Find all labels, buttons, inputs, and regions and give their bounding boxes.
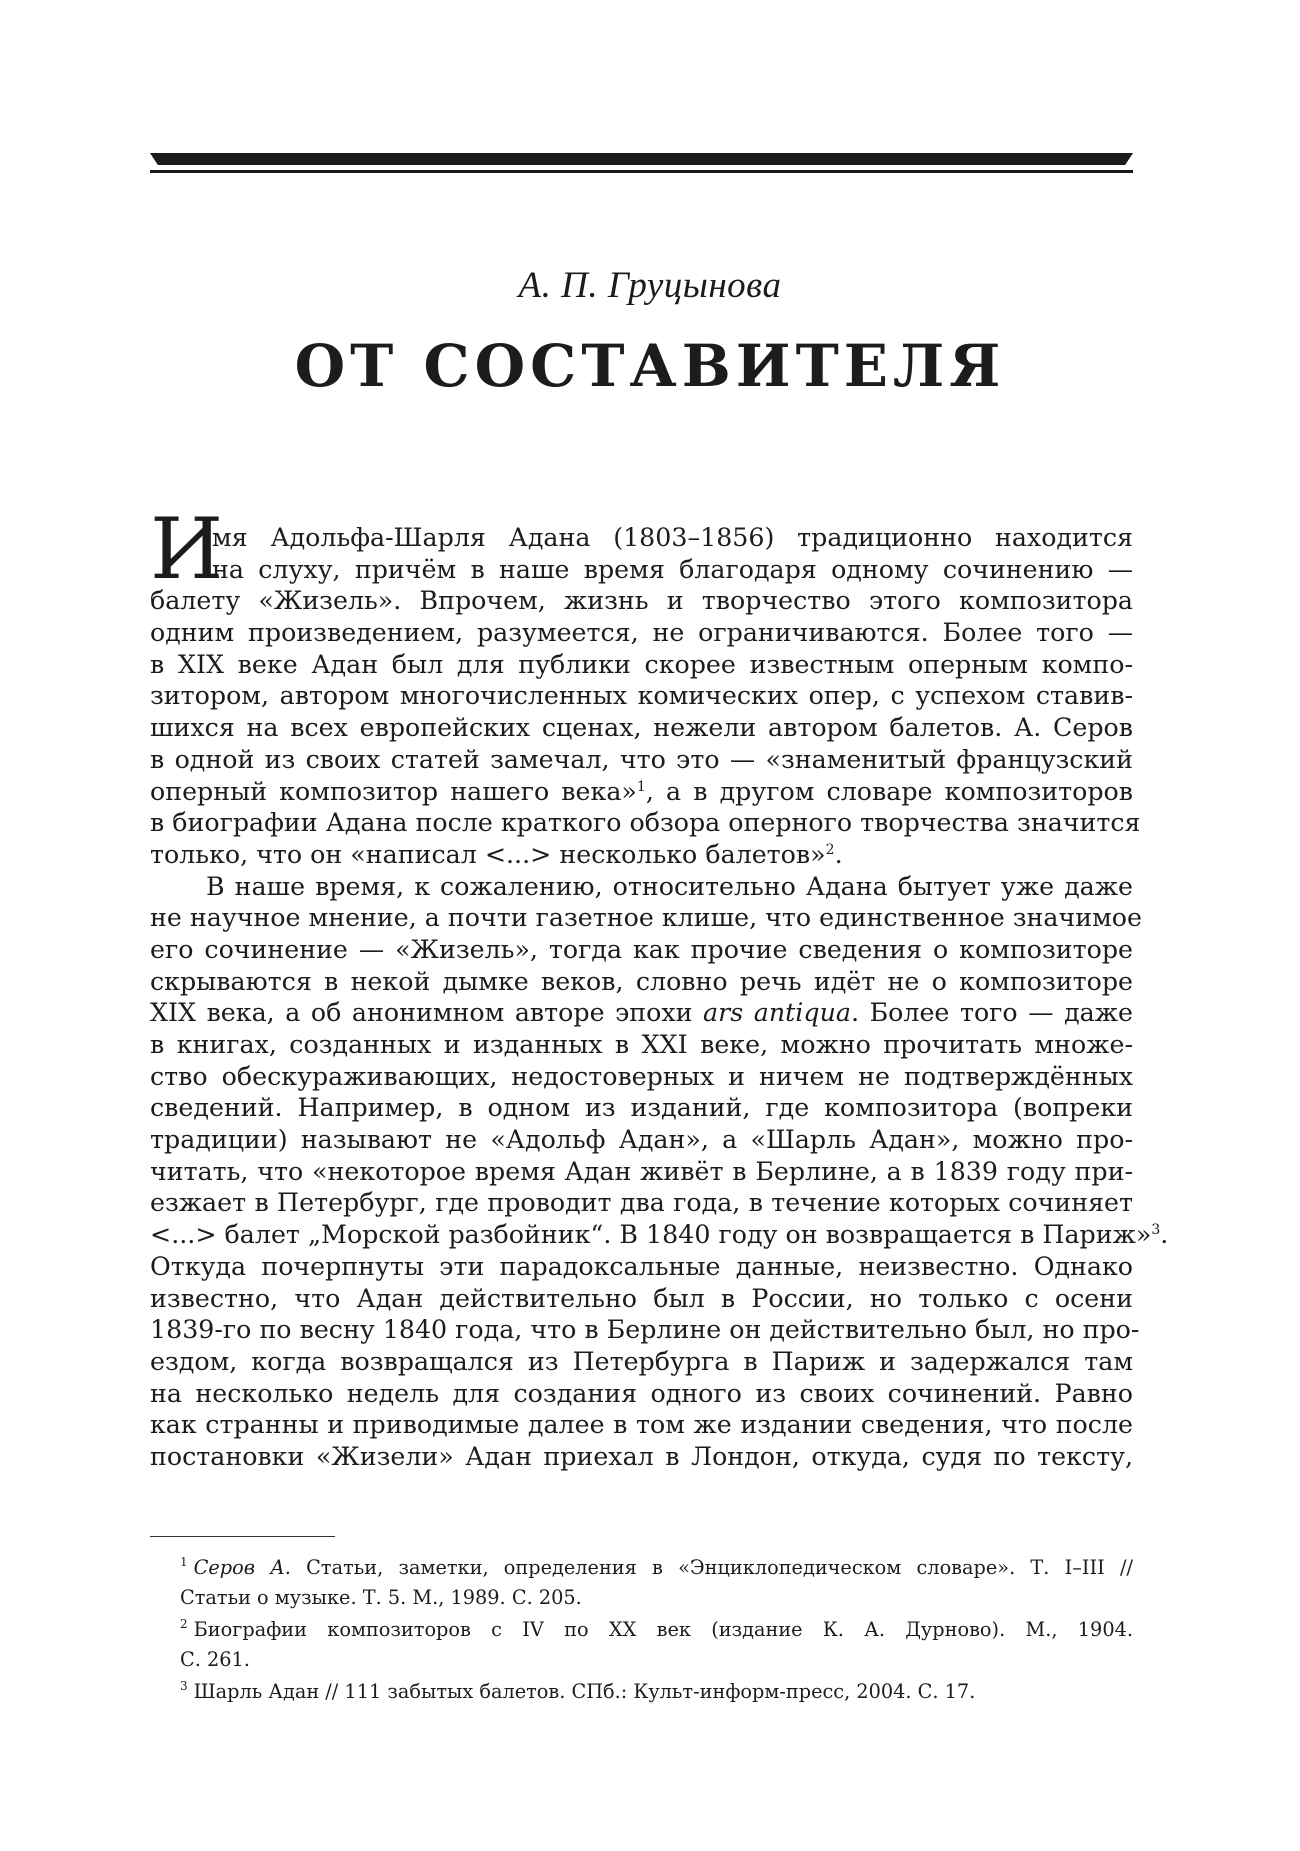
text-run: . Более того — даже	[850, 998, 1133, 1028]
text-run: XIX века, а об анонимном авторе эпохи	[150, 998, 704, 1028]
text-run: .	[1160, 1220, 1169, 1250]
footnote-line	[180, 1677, 1133, 1707]
footnote-number: 2	[180, 1617, 188, 1631]
footnote-divider	[150, 1536, 335, 1537]
body-line	[150, 839, 1133, 871]
footnote-line: Статьи о музыке. Т. 5. М., 1989. С. 205.	[180, 1586, 582, 1609]
footnote-ref[interactable]: 1	[636, 778, 646, 795]
footnote-ref[interactable]: 2	[825, 841, 835, 858]
drop-cap: И	[150, 500, 224, 598]
footnote-author: Серов А.	[193, 1556, 291, 1579]
body-line: известно, что Адан действительно был в России, но только с осени	[150, 1283, 1133, 1313]
chapter-title: ОТ СОСТАВИТЕЛЯ	[294, 332, 1006, 400]
body-line: его сочинение — «Жизель», тогда как прочие сведения о композиторе	[150, 934, 1133, 964]
italic-term: ars antiqua	[703, 998, 851, 1028]
footnote-number: 1	[180, 1555, 188, 1569]
body-line: зитором, автором многочисленных комических опер, с успехом ставив-	[150, 681, 1133, 711]
footnote-ref[interactable]: 3	[1151, 1222, 1161, 1239]
text-run: Статьи, заметки, определения в «Энциклопедическом словаре». Т. I–III //	[290, 1556, 1133, 1579]
body-line: как странны и приводимые далее в том же издании сведения, что после	[150, 1410, 1133, 1440]
header-rule-thick	[150, 153, 1133, 165]
body-line: балету «Жизель». Впрочем, жизнь и творчество этого композитора	[150, 586, 1133, 616]
body-line	[150, 776, 1133, 808]
body-line: шихся на всех европейских сценах, нежели автором балетов. А. Серов	[150, 713, 1133, 743]
body-line: 1839-го по весну 1840 года, что в Берлине он действительно был, но про-	[150, 1315, 1140, 1345]
footnote-number: 3	[180, 1679, 188, 1693]
body-line: в биографии Адана после краткого обзора оперного творчества значится	[150, 808, 1141, 838]
footnote-line	[180, 1615, 1133, 1645]
text-run: Биографии композиторов с IV по XX век (издание К. А. Дурново). М., 1904.	[193, 1618, 1133, 1641]
body-line	[150, 997, 1133, 1029]
body-line: сведений. Например, в одном из изданий, где композитора (вопреки	[150, 1093, 1133, 1123]
body-line: традиции) называют не «Адольф Адан», а «Шарль Адан», можно про-	[150, 1125, 1133, 1155]
body-line: одним произведением, разумеется, не ограничиваются. Более того —	[150, 618, 1133, 648]
footnote-line: С. 261.	[180, 1648, 250, 1671]
text-run: оперный композитор нашего века»	[150, 776, 637, 806]
footnote-line	[180, 1553, 1133, 1583]
body-line: не научное мнение, а почти газетное клише, что единственное значимое	[150, 903, 1142, 933]
body-line: читать, что «некоторое время Адан живёт в Берлине, а в 1839 году при-	[150, 1156, 1133, 1186]
body-line: В наше время, к сожалению, относительно Адана бытует уже даже	[206, 871, 1133, 901]
body-line: мя Адольфа-Шарля Адана (1803–1856) традиционно находится	[212, 523, 1133, 552]
body-line: скрываются в некой дымке веков, словно речь идёт не о композиторе	[150, 966, 1133, 996]
body-line: ство обескураживающих, недостоверных и ничем не подтверждённых	[150, 1061, 1133, 1091]
body-line: ездом, когда возвращался из Петербурга в Париж и задержался там	[150, 1346, 1133, 1376]
text-run: , а в другом словаре композиторов	[645, 776, 1133, 806]
text-run: Шарль Адан // 111 забытых балетов. СПб.: Культ-информ-пресс, 2004. С. 17.	[193, 1680, 976, 1703]
text-run: .	[834, 839, 843, 869]
text-run: <...> балет „Морской разбойник“. В 1840 году он возвращается в Париж»	[150, 1220, 1152, 1250]
body-line: на слуху, причём в наше время благодаря одному сочинению —	[212, 554, 1133, 584]
text-run: только, что он «написал <...> несколько балетов»	[150, 839, 826, 869]
header-rule-thin	[150, 170, 1133, 173]
body-line: постановки «Жизели» Адан приехал в Лондон, откуда, судя по тексту,	[150, 1441, 1133, 1471]
body-line: в книгах, созданных и изданных в XXI веке, можно прочитать множе-	[150, 1030, 1133, 1059]
body-text	[150, 522, 1169, 1473]
body-line: на несколько недель для создания одного из своих сочинений. Равно	[150, 1378, 1133, 1408]
body-line: Откуда почерпнуты эти парадоксальные данные, неизвестно. Однако	[150, 1251, 1133, 1281]
body-line	[150, 1219, 1169, 1251]
body-line: в одной из своих статей замечал, что это — «знаменитый французский	[150, 744, 1133, 774]
body-line: в XIX веке Адан был для публики скорее известным оперным компо-	[150, 649, 1133, 679]
footnotes	[180, 1553, 1133, 1707]
body-line: езжает в Петербург, где проводит два года, в течение которых сочиняет	[150, 1188, 1133, 1218]
author-name: А. П. Груцынова	[518, 265, 782, 306]
